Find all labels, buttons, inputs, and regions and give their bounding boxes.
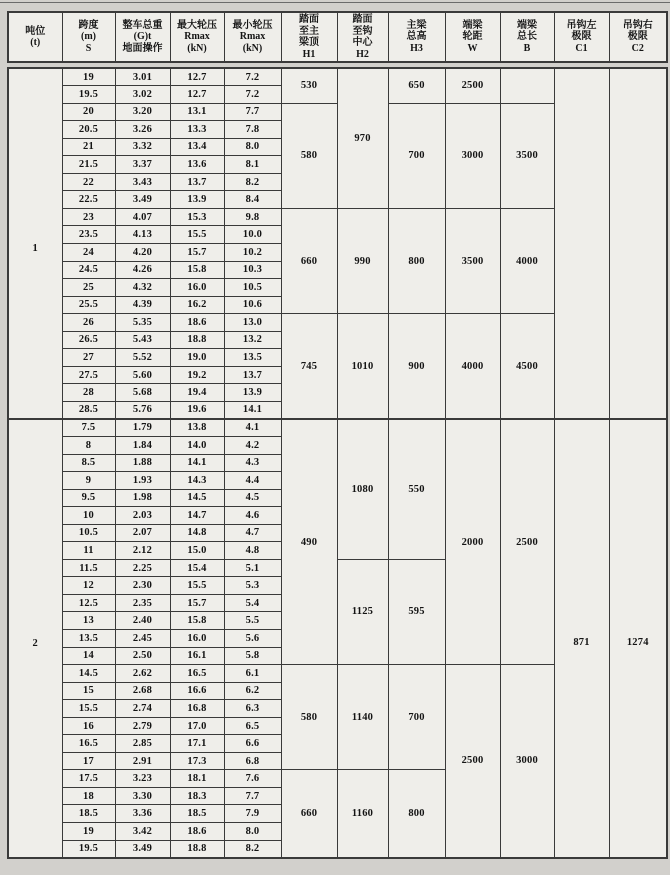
rmax-cell: 14.8 [170,524,224,542]
span-cell: 13.5 [62,630,115,648]
h3-cell: 800 [388,208,445,313]
rmin-cell: 6.6 [224,735,281,753]
rmax-cell: 15.5 [170,577,224,595]
span-cell: 12.5 [62,594,115,612]
span-cell: 18 [62,787,115,805]
col-header-line: 踏面 [352,14,373,25]
span-cell: 19.5 [62,86,115,104]
col-header-h2 [337,12,388,62]
span-cell: 17.5 [62,770,115,788]
span-cell: 21.5 [62,156,115,174]
rmax-cell: 17.1 [170,735,224,753]
rmax-cell: 19.0 [170,349,224,367]
weight-cell: 3.49 [115,191,170,209]
col-header-line: (kN) [187,42,207,54]
weight-cell: 3.02 [115,86,170,104]
rmax-cell: 13.3 [170,121,224,139]
span-cell: 24 [62,243,115,261]
col-header-line: 吊钩右 [622,19,653,31]
weight-cell: 2.03 [115,507,170,525]
span-cell: 28 [62,384,115,402]
rmax-cell: 18.6 [170,314,224,332]
rmax-cell: 16.8 [170,700,224,718]
weight-cell: 2.12 [115,542,170,560]
col-header-line: 地面操作 [122,42,163,54]
c2-cell [609,68,667,419]
b-cell [500,68,554,103]
rmin-cell: 7.2 [224,68,281,86]
rmax-cell: 15.0 [170,542,224,560]
h1-cell: 580 [281,103,337,208]
rmin-cell: 5.3 [224,577,281,595]
weight-cell: 3.49 [115,840,170,858]
span-cell: 25 [62,279,115,297]
b-cell: 3500 [500,103,554,208]
weight-cell: 2.62 [115,665,170,683]
weight-cell: 2.25 [115,559,170,577]
rmax-cell: 17.0 [170,717,224,735]
span-cell: 23.5 [62,226,115,244]
w-cell: 3000 [445,103,500,208]
span-cell: 20 [62,103,115,121]
weight-cell: 3.37 [115,156,170,174]
h3-cell: 595 [388,559,445,664]
col-header-line: C1 [575,42,588,54]
span-cell: 27.5 [62,366,115,384]
span-cell: 26 [62,314,115,332]
w-cell: 3500 [445,208,500,313]
c1-cell [554,68,609,419]
rmax-cell: 18.8 [170,840,224,858]
rmax-cell: 15.3 [170,208,224,226]
h1-cell: 490 [281,419,337,665]
rmin-cell: 10.3 [224,261,281,279]
rmin-cell: 7.2 [224,86,281,104]
rmax-cell: 13.9 [170,191,224,209]
rmax-cell: 15.4 [170,559,224,577]
weight-cell: 2.85 [115,735,170,753]
weight-cell: 4.32 [115,279,170,297]
rmax-cell: 13.8 [170,419,224,437]
rmax-cell: 16.0 [170,630,224,648]
weight-cell: 2.50 [115,647,170,665]
col-header-line: 整车总重 [122,19,163,31]
span-cell: 11 [62,542,115,560]
span-cell: 17 [62,752,115,770]
rmax-cell: 19.4 [170,384,224,402]
rmax-cell: 18.6 [170,823,224,841]
weight-cell: 5.35 [115,314,170,332]
col-header-line: 总长 [517,31,537,43]
h2-cell: 1160 [337,770,388,858]
rmax-cell: 14.0 [170,436,224,454]
rmin-cell: 5.5 [224,612,281,630]
col-header-c2 [609,12,667,62]
rmax-cell: 15.5 [170,226,224,244]
span-cell: 19 [62,823,115,841]
rmax-cell: 13.1 [170,103,224,121]
rmax-cell: 14.3 [170,472,224,490]
rmin-cell: 8.4 [224,191,281,209]
col-header-line: 至钩 [352,25,373,37]
w-cell: 4000 [445,314,500,419]
weight-cell: 4.39 [115,296,170,314]
span-cell: 28.5 [62,401,115,419]
col-header-line: S [85,42,92,54]
span-cell: 14 [62,647,115,665]
col-header-h1 [281,12,337,62]
col-header-line: 踏面 [299,14,319,25]
rmin-cell: 5.4 [224,594,281,612]
h1-cell: 660 [281,208,337,313]
col-header-rmin [224,12,281,62]
rmax-cell: 14.5 [170,489,224,507]
weight-cell: 3.20 [115,103,170,121]
page-top-rule [0,2,670,3]
rmin-cell: 10.5 [224,279,281,297]
h3-cell: 700 [388,665,445,770]
span-cell: 15 [62,682,115,700]
span-cell: 10 [62,507,115,525]
col-header-w [445,12,500,62]
rmax-cell: 13.4 [170,138,224,156]
rmin-cell: 13.0 [224,314,281,332]
col-header-line: 吊钩左 [566,19,597,31]
span-cell: 18.5 [62,805,115,823]
weight-cell: 2.40 [115,612,170,630]
weight-cell: 4.13 [115,226,170,244]
weight-cell: 4.07 [115,208,170,226]
rmax-cell: 14.1 [170,454,224,472]
span-cell: 21 [62,138,115,156]
span-cell: 9.5 [62,489,115,507]
weight-cell: 5.43 [115,331,170,349]
col-header-line: (t) [30,37,41,48]
rmin-cell: 10.0 [224,226,281,244]
col-header-line: 最大轮压 [177,19,217,31]
rmin-cell: 13.2 [224,331,281,349]
weight-cell: 2.30 [115,577,170,595]
rmin-cell: 6.8 [224,752,281,770]
col-header-line: 极限 [627,31,648,43]
weight-cell: 3.36 [115,805,170,823]
col-header-line: (G)t [133,31,152,43]
weight-cell: 2.91 [115,752,170,770]
rmin-cell: 4.4 [224,472,281,490]
weight-cell: 1.93 [115,472,170,490]
rmin-cell: 7.9 [224,805,281,823]
rmin-cell: 4.5 [224,489,281,507]
col-header-tonnage [8,12,62,62]
col-header-line: 吨位 [25,25,46,37]
h2-cell: 1125 [337,559,388,664]
rmax-cell: 13.7 [170,173,224,191]
span-cell: 15.5 [62,700,115,718]
span-cell: 27 [62,349,115,367]
span-cell: 13 [62,612,115,630]
rmin-cell: 8.0 [224,138,281,156]
weight-cell: 2.35 [115,594,170,612]
span-cell: 25.5 [62,296,115,314]
rmax-cell: 14.7 [170,507,224,525]
span-cell: 12 [62,577,115,595]
rmin-cell: 7.6 [224,770,281,788]
rmin-cell: 5.6 [224,630,281,648]
rmin-cell: 6.1 [224,665,281,683]
col-header-line: 梁顶 [299,37,319,48]
span-cell: 19.5 [62,840,115,858]
rmax-cell: 18.8 [170,331,224,349]
span-cell: 22 [62,173,115,191]
span-cell: 10.5 [62,524,115,542]
rmin-cell: 7.7 [224,103,281,121]
col-header-line: C2 [631,42,644,54]
rmax-cell: 18.5 [170,805,224,823]
col-header-line: Rmax [184,31,210,43]
h3-cell: 700 [388,103,445,208]
span-cell: 20.5 [62,121,115,139]
weight-cell: 2.68 [115,682,170,700]
span-cell: 22.5 [62,191,115,209]
b-cell: 4500 [500,314,554,419]
weight-cell: 4.26 [115,261,170,279]
spec-table-header [7,11,668,63]
col-header-line: 最小轮压 [232,19,273,31]
rmin-cell: 8.1 [224,156,281,174]
span-cell: 16 [62,717,115,735]
col-header-line: 至主 [299,25,319,37]
rmin-cell: 14.1 [224,401,281,419]
h1-cell: 580 [281,665,337,770]
rmin-cell: 10.2 [224,243,281,261]
h1-cell: 745 [281,314,337,419]
rmin-cell: 13.5 [224,349,281,367]
col-header-line: B [523,42,531,54]
h3-cell: 800 [388,770,445,858]
col-header-span [62,12,115,62]
h2-cell: 990 [337,208,388,313]
weight-cell: 3.42 [115,823,170,841]
weight-cell: 5.76 [115,401,170,419]
weight-cell: 5.52 [115,349,170,367]
col-header-line: 极限 [571,31,592,43]
rmax-cell: 17.3 [170,752,224,770]
span-cell: 8 [62,436,115,454]
rmax-cell: 12.7 [170,68,224,86]
rmin-cell: 8.2 [224,173,281,191]
crane-spec-table [7,11,668,859]
weight-cell: 2.07 [115,524,170,542]
rmax-cell: 16.0 [170,279,224,297]
span-cell: 16.5 [62,735,115,753]
span-cell: 24.5 [62,261,115,279]
rmin-cell: 4.8 [224,542,281,560]
spec-table-body [7,67,668,859]
span-cell: 23 [62,208,115,226]
weight-cell: 3.43 [115,173,170,191]
rmin-cell: 7.8 [224,121,281,139]
rmax-cell: 19.6 [170,401,224,419]
col-header-b [500,12,554,62]
col-header-line: H1 [302,48,316,60]
rmin-cell: 8.0 [224,823,281,841]
col-header-line: 轮距 [462,31,483,43]
rmin-cell: 5.8 [224,647,281,665]
span-cell: 8.5 [62,454,115,472]
rmax-cell: 19.2 [170,366,224,384]
h2-cell: 1080 [337,419,388,559]
rmax-cell: 12.7 [170,86,224,104]
weight-cell: 3.01 [115,68,170,86]
col-header-rmax [170,12,224,62]
rmax-cell: 15.8 [170,261,224,279]
col-header-line: 端梁 [517,19,537,31]
rmax-cell: 16.6 [170,682,224,700]
rmin-cell: 4.1 [224,419,281,437]
span-cell: 11.5 [62,559,115,577]
h1-cell: 660 [281,770,337,858]
col-header-line: W [467,42,478,54]
weight-cell: 3.32 [115,138,170,156]
rmin-cell: 4.6 [224,507,281,525]
col-header-h3 [388,12,445,62]
rmin-cell: 4.3 [224,454,281,472]
col-header-line: 总高 [406,31,427,43]
span-cell: 9 [62,472,115,490]
rmax-cell: 13.6 [170,156,224,174]
col-header-line: (m) [81,31,96,43]
weight-cell: 1.84 [115,436,170,454]
rmin-cell: 7.7 [224,787,281,805]
weight-cell: 1.79 [115,419,170,437]
col-header-line: 中心 [352,37,373,48]
rmin-cell: 13.9 [224,384,281,402]
w-cell: 2500 [445,665,500,858]
rmax-cell: 16.2 [170,296,224,314]
weight-cell: 1.98 [115,489,170,507]
h1-cell: 530 [281,68,337,103]
rmin-cell: 8.2 [224,840,281,858]
rmin-cell: 9.8 [224,208,281,226]
weight-cell: 2.45 [115,630,170,648]
rmax-cell: 15.7 [170,594,224,612]
weight-cell: 3.26 [115,121,170,139]
col-header-c1 [554,12,609,62]
weight-cell: 5.68 [115,384,170,402]
col-header-line: 端梁 [462,19,483,31]
rmax-cell: 16.1 [170,647,224,665]
b-cell: 4000 [500,208,554,313]
weight-cell: 5.60 [115,366,170,384]
weight-cell: 2.74 [115,700,170,718]
weight-cell: 3.23 [115,770,170,788]
b-cell: 3000 [500,665,554,858]
h2-cell: 970 [337,68,388,208]
col-header-line: H2 [356,48,369,60]
rmin-cell: 5.1 [224,559,281,577]
rmax-cell: 18.1 [170,770,224,788]
rmin-cell: 6.3 [224,700,281,718]
weight-cell: 2.79 [115,717,170,735]
rmin-cell: 4.7 [224,524,281,542]
rmin-cell: 13.7 [224,366,281,384]
h3-cell: 550 [388,419,445,559]
h2-cell: 1010 [337,314,388,419]
rmin-cell: 6.2 [224,682,281,700]
span-cell: 14.5 [62,665,115,683]
rmin-cell: 4.2 [224,436,281,454]
span-cell: 7.5 [62,419,115,437]
c2-cell: 1274 [609,419,667,858]
rmax-cell: 16.5 [170,665,224,683]
b-cell: 2500 [500,419,554,665]
weight-cell: 4.20 [115,243,170,261]
rmin-cell: 10.6 [224,296,281,314]
weight-cell: 3.30 [115,787,170,805]
tonnage-cell: 2 [8,419,62,858]
col-header-line: (kN) [242,42,263,54]
h3-cell: 650 [388,68,445,103]
c1-cell: 871 [554,419,609,858]
col-header-line: 跨度 [78,19,99,31]
col-header-weight [115,12,170,62]
rmax-cell: 15.8 [170,612,224,630]
rmin-cell: 6.5 [224,717,281,735]
col-header-line: 主梁 [406,19,427,31]
w-cell: 2000 [445,419,500,665]
span-cell: 19 [62,68,115,86]
h3-cell: 900 [388,314,445,419]
rmax-cell: 18.3 [170,787,224,805]
span-cell: 26.5 [62,331,115,349]
rmax-cell: 15.7 [170,243,224,261]
col-header-line: H3 [410,42,423,54]
h2-cell: 1140 [337,665,388,770]
tonnage-cell: 1 [8,68,62,419]
w-cell: 2500 [445,68,500,103]
weight-cell: 1.88 [115,454,170,472]
col-header-line: Rmax [239,31,266,43]
